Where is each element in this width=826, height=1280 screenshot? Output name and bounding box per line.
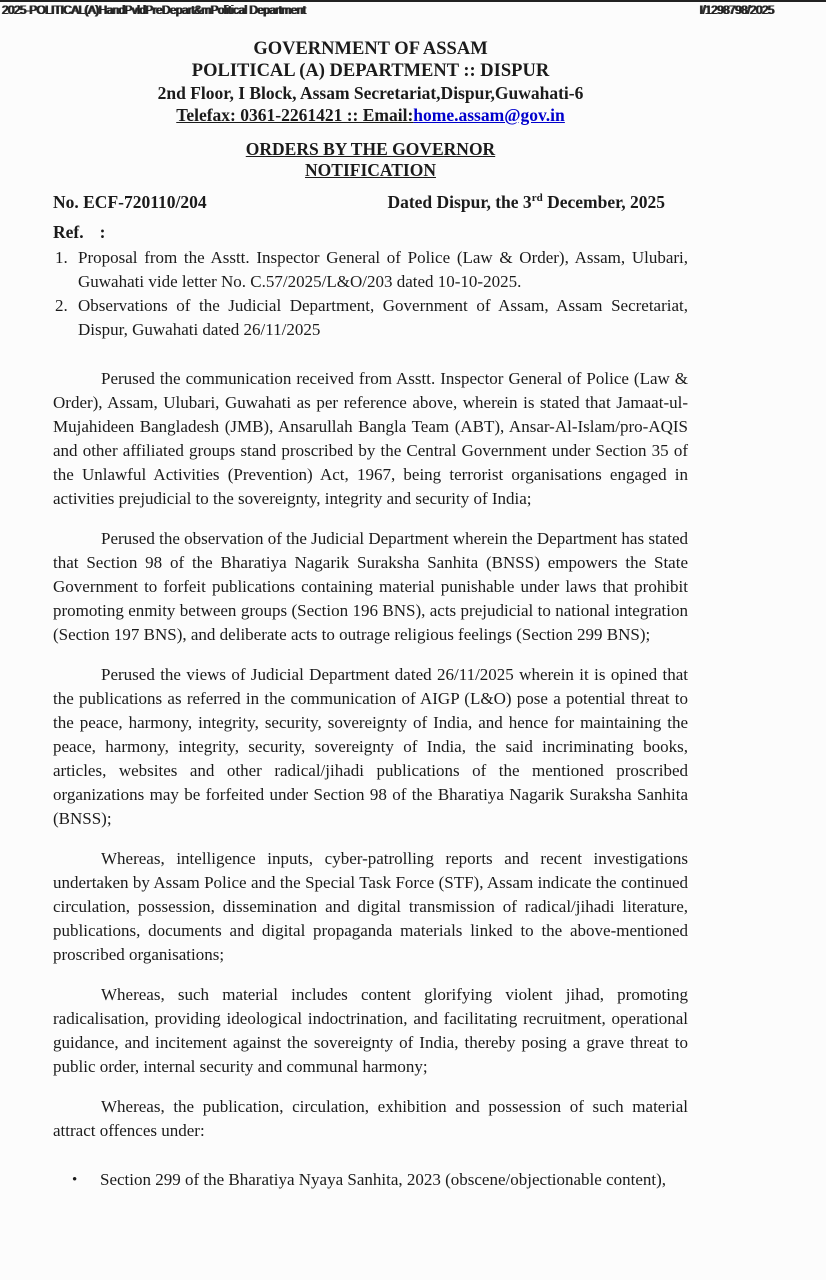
letterhead [53,38,688,126]
paragraph-perused-observation: Perused the observation of the Judicial Department wherein the Department has stated that Section 98 of the Bharatiya Nagarik Suraksha Sanhita (BNSS) empowers the State Government to forfeit publications containing material punishable under laws that prohibit promoting enmity between groups (Section 196 BNS), acts prejudicial to national integration (Section 197 BNS), and deliberate acts to outrage religious feelings (Section 299 BNS); [53,529,688,644]
government-name: GOVERNMENT OF ASSAM [253,39,488,59]
date-ordinal-suffix: rd [531,192,543,205]
reference-list [53,246,688,342]
notification-document [53,38,688,1192]
file-number: No. ECF-720110/204 [53,192,207,212]
paragraph-perused-communication: Perused the communication received from Asstt. Inspector General of Police (Law & Order), Assam, Ulubari, Guwahati as per reference above, wherein is stated that Jamaat-ul-Mujahideen Bangladesh (JMB), Ansarullah Bangla Team (ABT), Ansar-Al-Islam/pro-AQIS and other affiliated groups stand proscribed by the Central Government under Section 35 of the Unlawful Activities (Prevention) Act, 1967, being terrorist organisations engaged in activities prejudicial to the sovereignty, integrity and security of India; [53,369,688,508]
reference-item-2: Observations of the Judicial Department, Government of Assam, Assam Secretariat, Dispur, Guwahati dated 26/11/2025 [78,296,688,339]
address-line: 2nd Floor, I Block, Assam Secretariat,Dispur,Guwahati-6 [157,83,584,103]
date-line: Dated Dispur, the 3rd December, 2025 [387,192,665,212]
efile-header-bar [0,0,826,17]
notification-body [53,367,688,1143]
department-name: POLITICAL (A) DEPARTMENT :: DISPUR [191,61,550,81]
notification-heading: NOTIFICATION [305,160,436,180]
meta-line [53,192,688,213]
reference-label-line [53,222,688,243]
contact-line [53,104,688,126]
paragraph-whereas-offences: Whereas, the publication, circulation, exhibition and possession of such material attract offences under: [53,1097,688,1140]
efile-reference-left: 2025-POLITICAL(A)HandPvldPreDepart&mPolitical Department [2,5,306,17]
paragraph-whereas-intelligence: Whereas, intelligence inputs, cyber-patrolling reports and recent investigations undertaken by Assam Police and the Special Task Force (STF), Assam indicate the continued circulation, possession, dissemination and digital transmission of radical/jihadi literature, publications, documents and digital propaganda materials linked to the above-mentioned proscribed organisations; [53,849,688,964]
offences-list [53,1168,688,1192]
efile-reference-right: I/1298798/2025 [699,5,774,17]
ref-colon: : [99,222,106,242]
telefax-text: Telefax: 0361-2261421 :: Email: [176,105,414,125]
paragraph-perused-views: Perused the views of Judicial Department dated 26/11/2025 wherein it is opined that the publications as referred in the communication of AIGP (L&O) pose a potential threat to the peace, harmony, integrity, security, sovereignty of India, and hence for maintaining the peace, harmony, integrity, security, sovereignty of India, the said incriminating books, articles, websites and other radical/jihadi publications of the mentioned proscribed organizations may be forfeited under Section 98 of the Bharatiya Nagarik Suraksha Sanhita (BNSS); [53,665,688,828]
orders-heading: ORDERS BY THE GOVERNOR [245,139,496,159]
email-link[interactable]: home.assam@gov.in [413,105,565,125]
offence-item-section-299: • Section 299 of the Bharatiya Nyaya Sanhita, 2023 (obscene/objectionable content), [100,1168,688,1192]
ref-label: Ref. [53,222,84,242]
paragraph-whereas-material: Whereas, such material includes content glorifying violent jihad, promoting radicalisation, providing ideological indoctrination, and facilitating recruitment, operational guidance, and incitement against the sovereignty of India, thereby posing a grave threat to public order, internal security and communal harmony; [53,985,688,1076]
scan-artifact-top-edge [0,0,826,2]
reference-item-1: Proposal from the Asstt. Inspector General of Police (Law & Order), Assam, Ulubari, Guwahati vide letter No. C.57/2025/L&O/203 dated 10-10-2025. [78,248,688,291]
